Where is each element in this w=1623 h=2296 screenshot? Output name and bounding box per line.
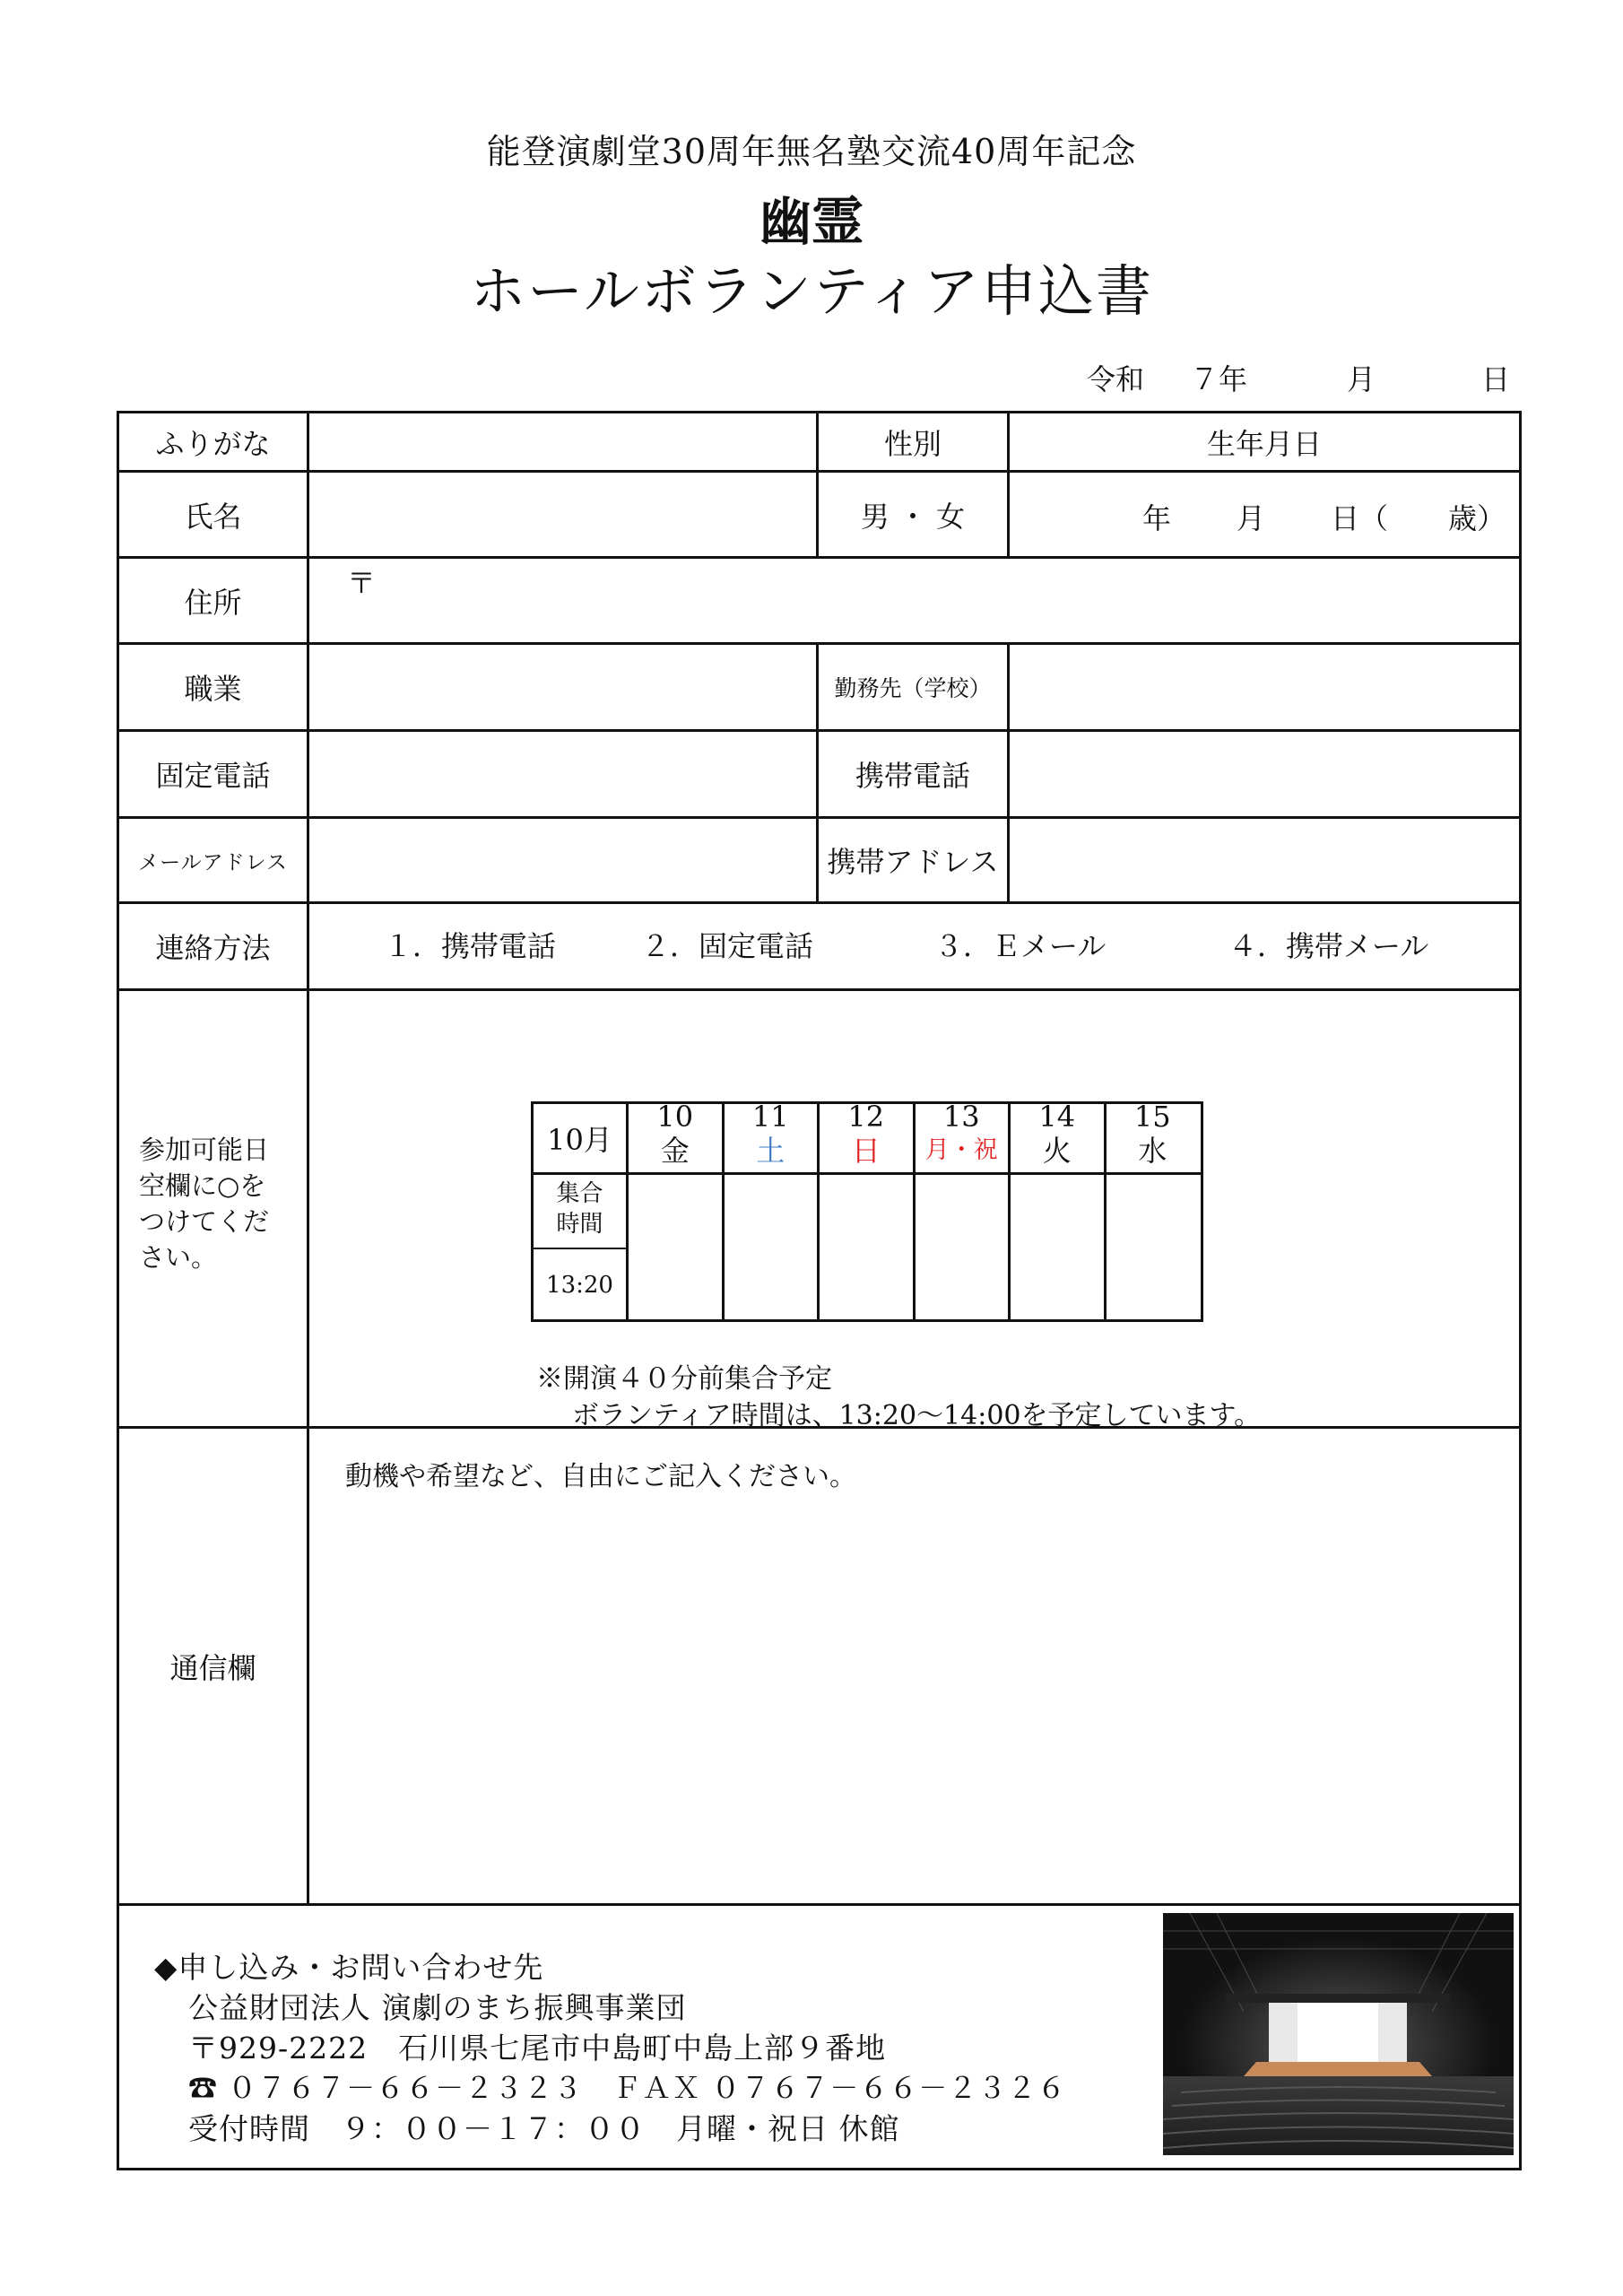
availability-line: 参加可能日 (139, 1135, 270, 1165)
schedule-divider (531, 1248, 626, 1249)
birthdate-field[interactable] (1010, 473, 1519, 556)
availability-cell[interactable] (725, 1175, 818, 1319)
availability-instruction (139, 1132, 269, 1275)
age-unit: 歳） (1448, 501, 1506, 535)
email-field[interactable] (309, 819, 816, 901)
workplace-label: 勤務先（学校） (834, 675, 992, 701)
workplace-field[interactable] (1010, 645, 1519, 729)
schedule-date: 12 (847, 1100, 885, 1134)
name-field[interactable] (309, 473, 816, 556)
form-title: ホールボランティア申込書 (470, 258, 1153, 324)
gather-time: 13:20 (546, 1272, 613, 1299)
furigana-label: ふりがな (155, 426, 271, 461)
mobile-email-label: 携帯アドレス (827, 845, 999, 879)
email-label: メールアドレス (138, 850, 288, 874)
gender-label: 性別 (883, 426, 942, 461)
mobile-label: 携帯電話 (855, 759, 970, 793)
schedule-weekday: 金 (660, 1134, 690, 1168)
schedule-month: 10月 (547, 1123, 612, 1157)
occupation-field[interactable] (309, 645, 816, 729)
schedule-weekday: 土 (756, 1134, 785, 1168)
date-year: ７年 (1190, 362, 1248, 396)
schedule-day-header (1107, 1100, 1200, 1168)
birthdate-label: 生年月日 (1206, 426, 1322, 461)
contact-hours: 受付時間 ９：００－１７：００ 月曜・祝日 休館 (188, 2111, 900, 2146)
schedule-day-header (916, 1100, 1009, 1168)
occupation-label: 職業 (184, 672, 242, 706)
address-field[interactable] (309, 559, 1519, 642)
furigana-field[interactable] (309, 413, 816, 470)
schedule-date: 11 (751, 1100, 789, 1134)
schedule-date: 10 (656, 1100, 694, 1134)
contact-address: 〒929-2222 石川県七尾市中島町中島上部９番地 (188, 2031, 887, 2066)
schedule-weekday: 火 (1042, 1134, 1072, 1168)
play-title: 幽霊 (759, 191, 864, 252)
availability-cell[interactable] (629, 1175, 722, 1319)
schedule-date: 15 (1133, 1100, 1171, 1134)
mobile-email-field[interactable] (1010, 819, 1519, 901)
gather-time-label (534, 1178, 626, 1239)
availability-cell[interactable] (916, 1175, 1009, 1319)
mobile-field[interactable] (1010, 732, 1519, 816)
date-era: 令和 (1087, 362, 1145, 396)
schedule-note-2: ボランティア時間は、13:20～14:00を予定しています。 (572, 1400, 1262, 1431)
contact-organization: 公益財団法人 演劇のまち振興事業団 (188, 1990, 687, 2025)
comments-field[interactable] (309, 1429, 1519, 1903)
row-divider (117, 901, 1522, 904)
contact-phone-fax: ☎ ０７６７－６６－２３２３ ＦＡＸ ０７６７－６６－２３２６ (188, 2071, 1067, 2105)
availability-cell[interactable] (1011, 1175, 1104, 1319)
row-divider (117, 1903, 1522, 1906)
contact-option-landline[interactable]: ２．固定電話 (641, 929, 814, 963)
availability-line: 空欄に○を (139, 1170, 266, 1201)
schedule-day-header (725, 1100, 818, 1168)
contact-option-email[interactable]: ３．Ｅメール (934, 929, 1107, 963)
gender-options[interactable]: 男 ・ 女 (860, 499, 966, 534)
contact-heading: ◆申し込み・お問い合わせ先 (154, 1950, 544, 1985)
schedule-day-header (629, 1100, 722, 1168)
contact-method-label: 連絡方法 (155, 931, 271, 965)
date-month: 月 (1347, 362, 1376, 396)
comments-label: 通信欄 (169, 1650, 256, 1685)
schedule-date: 14 (1038, 1100, 1076, 1134)
schedule-weekday: 水 (1138, 1134, 1167, 1168)
schedule-date: 13 (942, 1100, 980, 1134)
theater-hall-illustration (1163, 1913, 1514, 2155)
birth-day-unit: 日（ (1331, 501, 1389, 535)
name-label: 氏名 (184, 499, 242, 534)
landline-field[interactable] (309, 732, 816, 816)
schedule-day-header (1011, 1100, 1104, 1168)
gather-label-line: 時間 (556, 1211, 603, 1238)
gather-label-line: 集合 (556, 1180, 603, 1207)
availability-line: さい。 (139, 1242, 218, 1273)
comments-prompt: 動機や希望など、自由にご記入ください。 (345, 1461, 856, 1492)
address-label: 住所 (184, 585, 242, 620)
availability-cell[interactable] (820, 1175, 913, 1319)
landline-label: 固定電話 (155, 759, 271, 793)
theater-hall-photo (1163, 1913, 1514, 2155)
schedule-day-header (820, 1100, 913, 1168)
schedule-weekday: 月・祝 (924, 1136, 998, 1164)
availability-cell[interactable] (1107, 1175, 1200, 1319)
availability-line: つけてくだ (139, 1206, 270, 1237)
contact-option-mobile-mail[interactable]: ４．携帯メール (1228, 929, 1429, 963)
schedule-note-1: ※開演４０分前集合予定 (536, 1363, 832, 1395)
birth-year-unit: 年 (1142, 501, 1172, 535)
postal-mark: 〒 (347, 566, 377, 600)
birth-month-unit: 月 (1237, 501, 1266, 535)
contact-option-mobile[interactable]: １．携帯電話 (384, 929, 557, 963)
date-day: 日 (1481, 362, 1511, 396)
row-divider (117, 988, 1522, 991)
event-subtitle: 能登演劇堂30周年無名塾交流40周年記念 (486, 132, 1137, 171)
schedule-weekday: 日 (851, 1134, 881, 1168)
